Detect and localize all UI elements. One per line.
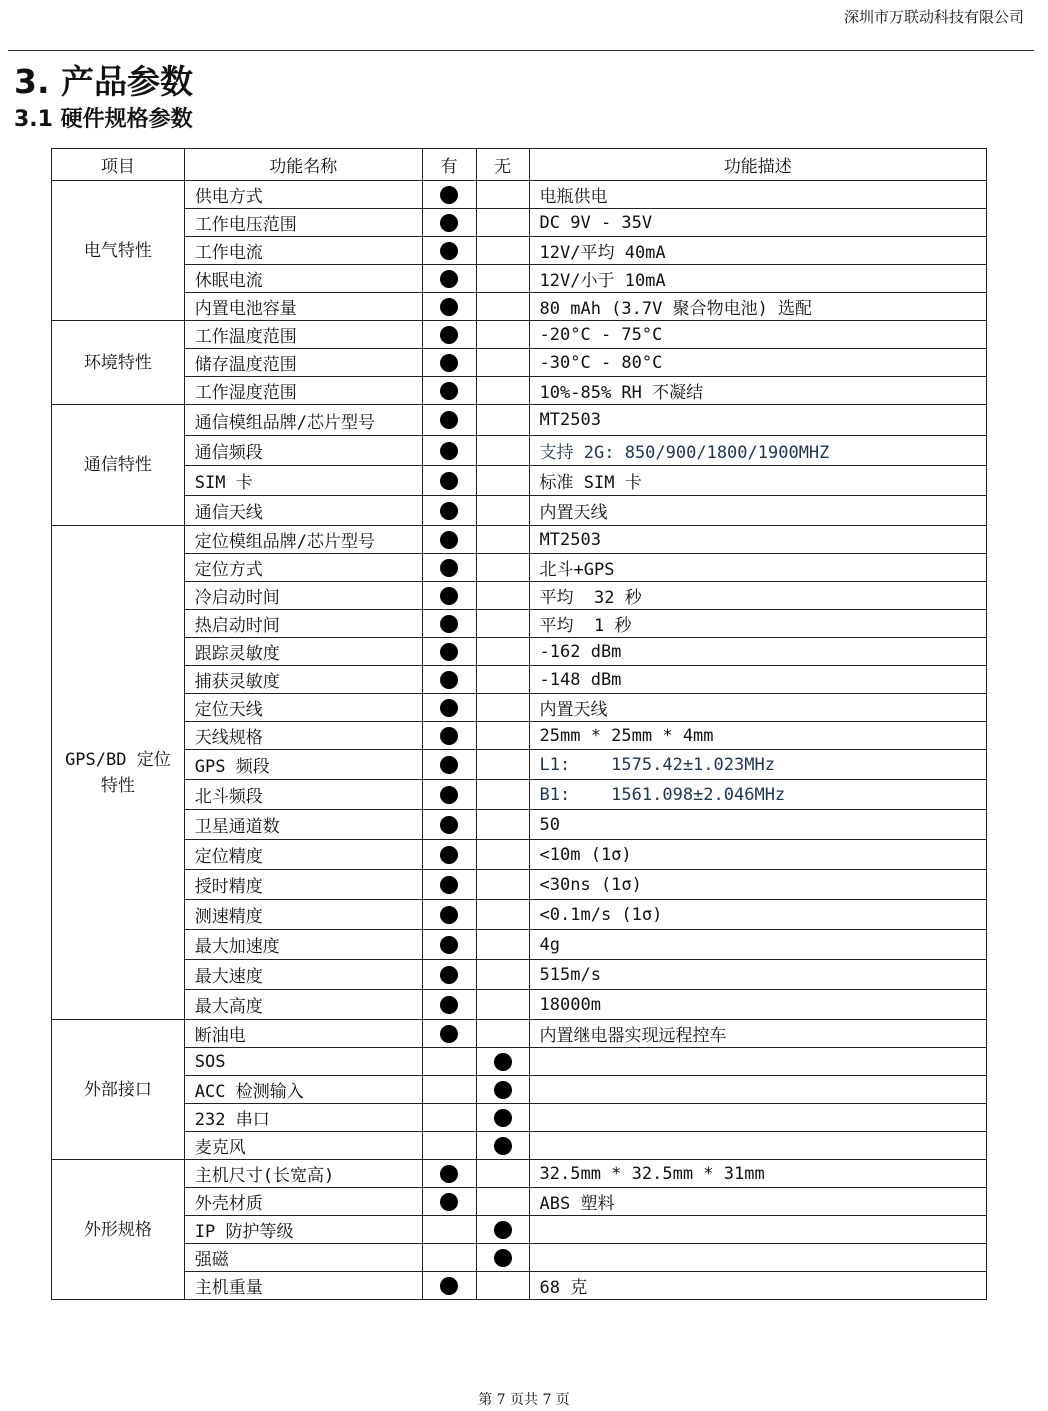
filled-circle-icon <box>494 1221 512 1239</box>
has-cell <box>422 554 476 582</box>
filled-circle-icon <box>440 996 458 1014</box>
none-cell <box>476 349 529 377</box>
has-cell <box>422 1272 476 1300</box>
function-name: 通信天线 <box>184 496 422 526</box>
none-cell <box>476 900 529 930</box>
function-name: 主机重量 <box>184 1272 422 1300</box>
function-description <box>529 1104 986 1132</box>
none-cell <box>476 181 529 209</box>
has-cell <box>422 293 476 321</box>
group-name: GPS/BD 定位特性 <box>52 526 185 1020</box>
function-description: 4g <box>529 930 986 960</box>
function-description: <0.1m/s (1σ) <box>529 900 986 930</box>
function-name: SOS <box>184 1048 422 1076</box>
subsection-title: 3.1 硬件规格参数 <box>14 107 193 132</box>
function-name: 捕获灵敏度 <box>184 666 422 694</box>
has-cell <box>422 870 476 900</box>
has-cell <box>422 1160 476 1188</box>
has-cell <box>422 638 476 666</box>
table-row <box>52 1076 987 1104</box>
has-cell <box>422 900 476 930</box>
function-description: 平均 32 秒 <box>529 582 986 610</box>
page-number: 第 7 页共 7 页 <box>478 1392 570 1408</box>
filled-circle-icon <box>440 1193 458 1211</box>
none-cell <box>476 405 529 436</box>
function-name: 麦克风 <box>184 1132 422 1160</box>
function-description: MT2503 <box>529 526 986 554</box>
none-cell <box>476 810 529 840</box>
table-row <box>52 900 987 930</box>
filled-circle-icon <box>440 472 458 490</box>
function-name: 工作湿度范围 <box>184 377 422 405</box>
none-cell <box>476 466 529 496</box>
function-description: B1: 1561.098±2.046MHz <box>529 780 986 810</box>
function-description <box>529 1244 986 1272</box>
table-row <box>52 1020 987 1048</box>
filled-circle-icon <box>494 1053 512 1071</box>
col-header-none: 无 <box>476 149 529 181</box>
filled-circle-icon <box>440 587 458 605</box>
function-name: 定位精度 <box>184 840 422 870</box>
function-description: 12V/平均 40mA <box>529 237 986 265</box>
function-description: 80 mAh (3.7V 聚合物电池) 选配 <box>529 293 986 321</box>
table-row <box>52 638 987 666</box>
filled-circle-icon <box>494 1137 512 1155</box>
function-name: 232 串口 <box>184 1104 422 1132</box>
function-name: 定位模组品牌/芯片型号 <box>184 526 422 554</box>
function-description: -20°C - 75°C <box>529 321 986 349</box>
none-cell <box>476 293 529 321</box>
table-row <box>52 1048 987 1076</box>
table-row <box>52 694 987 722</box>
none-cell <box>476 496 529 526</box>
table-row <box>52 722 987 750</box>
group-name: 环境特性 <box>52 321 185 405</box>
table-header-row <box>52 149 987 181</box>
filled-circle-icon <box>440 846 458 864</box>
none-cell <box>476 526 529 554</box>
function-description: -148 dBm <box>529 666 986 694</box>
filled-circle-icon <box>440 531 458 549</box>
function-description: 标准 SIM 卡 <box>529 466 986 496</box>
filled-circle-icon <box>440 1025 458 1043</box>
has-cell <box>422 694 476 722</box>
filled-circle-icon <box>440 326 458 344</box>
header-divider <box>8 50 1034 51</box>
filled-circle-icon <box>440 1165 458 1183</box>
function-name: 北斗频段 <box>184 780 422 810</box>
none-cell <box>476 1160 529 1188</box>
filled-circle-icon <box>440 816 458 834</box>
none-cell <box>476 265 529 293</box>
function-name: SIM 卡 <box>184 466 422 496</box>
has-cell <box>422 209 476 237</box>
function-description: <10m (1σ) <box>529 840 986 870</box>
section-title: 3. 产品参数 <box>14 62 193 101</box>
function-name: 外壳材质 <box>184 1188 422 1216</box>
function-name: ACC 检测输入 <box>184 1076 422 1104</box>
table-row <box>52 496 987 526</box>
has-cell <box>422 405 476 436</box>
function-name: 天线规格 <box>184 722 422 750</box>
function-description: 10%-85% RH 不凝结 <box>529 377 986 405</box>
table-row <box>52 1272 987 1300</box>
filled-circle-icon <box>440 270 458 288</box>
filled-circle-icon <box>440 699 458 717</box>
none-cell <box>476 1076 529 1104</box>
has-cell <box>422 349 476 377</box>
none-cell <box>476 666 529 694</box>
function-name: 强磁 <box>184 1244 422 1272</box>
filled-circle-icon <box>440 643 458 661</box>
group-name: 电气特性 <box>52 181 185 321</box>
table-row <box>52 466 987 496</box>
filled-circle-icon <box>440 936 458 954</box>
has-cell <box>422 722 476 750</box>
has-cell <box>422 1216 476 1244</box>
filled-circle-icon <box>440 615 458 633</box>
has-cell <box>422 666 476 694</box>
none-cell <box>476 780 529 810</box>
filled-circle-icon <box>440 786 458 804</box>
function-description: DC 9V - 35V <box>529 209 986 237</box>
none-cell <box>476 694 529 722</box>
col-header-function: 功能名称 <box>184 149 422 181</box>
has-cell <box>422 526 476 554</box>
col-header-has: 有 <box>422 149 476 181</box>
function-description: 内置继电器实现远程控车 <box>529 1020 986 1048</box>
table-row <box>52 321 987 349</box>
function-name: 定位方式 <box>184 554 422 582</box>
function-description: MT2503 <box>529 405 986 436</box>
none-cell <box>476 610 529 638</box>
function-description: -162 dBm <box>529 638 986 666</box>
table-row <box>52 1244 987 1272</box>
has-cell <box>422 321 476 349</box>
none-cell <box>476 722 529 750</box>
function-name: 授时精度 <box>184 870 422 900</box>
table-row <box>52 265 987 293</box>
none-cell <box>476 436 529 466</box>
none-cell <box>476 1244 529 1272</box>
table-row <box>52 1160 987 1188</box>
has-cell <box>422 1104 476 1132</box>
filled-circle-icon <box>440 756 458 774</box>
has-cell <box>422 496 476 526</box>
filled-circle-icon <box>440 727 458 745</box>
none-cell <box>476 1104 529 1132</box>
has-cell <box>422 582 476 610</box>
table-row <box>52 840 987 870</box>
none-cell <box>476 1048 529 1076</box>
none-cell <box>476 1216 529 1244</box>
table-row <box>52 293 987 321</box>
filled-circle-icon <box>440 1277 458 1295</box>
none-cell <box>476 990 529 1020</box>
function-name: GPS 频段 <box>184 750 422 780</box>
has-cell <box>422 1244 476 1272</box>
has-cell <box>422 181 476 209</box>
filled-circle-icon <box>440 442 458 460</box>
function-name: 内置电池容量 <box>184 293 422 321</box>
function-description <box>529 1132 986 1160</box>
table-row <box>52 1216 987 1244</box>
function-name: 卫星通道数 <box>184 810 422 840</box>
none-cell <box>476 237 529 265</box>
has-cell <box>422 377 476 405</box>
function-name: 最大速度 <box>184 960 422 990</box>
none-cell <box>476 582 529 610</box>
function-name: 冷启动时间 <box>184 582 422 610</box>
function-description: 25mm * 25mm * 4mm <box>529 722 986 750</box>
none-cell <box>476 750 529 780</box>
none-cell <box>476 840 529 870</box>
has-cell <box>422 1132 476 1160</box>
has-cell <box>422 780 476 810</box>
filled-circle-icon <box>440 298 458 316</box>
filled-circle-icon <box>440 502 458 520</box>
filled-circle-icon <box>440 671 458 689</box>
function-name: 最大加速度 <box>184 930 422 960</box>
table-row <box>52 526 987 554</box>
none-cell <box>476 209 529 237</box>
filled-circle-icon <box>440 354 458 372</box>
company-name: 深圳市万联动科技有限公司 <box>843 8 1024 26</box>
group-name: 外部接口 <box>52 1020 185 1160</box>
table-row <box>52 237 987 265</box>
none-cell <box>476 930 529 960</box>
has-cell <box>422 840 476 870</box>
table-row <box>52 870 987 900</box>
has-cell <box>422 1048 476 1076</box>
filled-circle-icon <box>440 906 458 924</box>
has-cell <box>422 436 476 466</box>
table-row <box>52 810 987 840</box>
table-row <box>52 377 987 405</box>
table-row <box>52 209 987 237</box>
none-cell <box>476 1188 529 1216</box>
function-description: 68 克 <box>529 1272 986 1300</box>
function-description: 内置天线 <box>529 496 986 526</box>
function-description: 平均 1 秒 <box>529 610 986 638</box>
has-cell <box>422 750 476 780</box>
function-name: 通信模组品牌/芯片型号 <box>184 405 422 436</box>
filled-circle-icon <box>440 966 458 984</box>
table-row <box>52 930 987 960</box>
table-row <box>52 610 987 638</box>
table-row <box>52 1104 987 1132</box>
function-description <box>529 1048 986 1076</box>
function-description <box>529 1076 986 1104</box>
function-description: 12V/小于 10mA <box>529 265 986 293</box>
has-cell <box>422 960 476 990</box>
table-row <box>52 554 987 582</box>
function-description: <30ns (1σ) <box>529 870 986 900</box>
table-row <box>52 349 987 377</box>
filled-circle-icon <box>440 382 458 400</box>
function-name: 储存温度范围 <box>184 349 422 377</box>
function-name: 工作电流 <box>184 237 422 265</box>
table-row <box>52 181 987 209</box>
none-cell <box>476 554 529 582</box>
none-cell <box>476 870 529 900</box>
function-name: 热启动时间 <box>184 610 422 638</box>
table-row <box>52 666 987 694</box>
has-cell <box>422 930 476 960</box>
has-cell <box>422 610 476 638</box>
function-name: IP 防护等级 <box>184 1216 422 1244</box>
has-cell <box>422 237 476 265</box>
col-header-description: 功能描述 <box>529 149 986 181</box>
function-description: 18000m <box>529 990 986 1020</box>
col-header-item: 项目 <box>52 149 185 181</box>
table-row <box>52 405 987 436</box>
table-row <box>52 780 987 810</box>
table-row <box>52 436 987 466</box>
function-name: 测速精度 <box>184 900 422 930</box>
filled-circle-icon <box>440 559 458 577</box>
function-name: 跟踪灵敏度 <box>184 638 422 666</box>
function-name: 断油电 <box>184 1020 422 1048</box>
function-description: 电瓶供电 <box>529 181 986 209</box>
none-cell <box>476 321 529 349</box>
has-cell <box>422 1076 476 1104</box>
has-cell <box>422 810 476 840</box>
none-cell <box>476 638 529 666</box>
has-cell <box>422 466 476 496</box>
filled-circle-icon <box>440 242 458 260</box>
function-name: 通信频段 <box>184 436 422 466</box>
function-description: 内置天线 <box>529 694 986 722</box>
spec-table <box>51 148 987 1300</box>
filled-circle-icon <box>440 186 458 204</box>
table-row <box>52 582 987 610</box>
has-cell <box>422 1188 476 1216</box>
filled-circle-icon <box>440 411 458 429</box>
function-description: -30°C - 80°C <box>529 349 986 377</box>
function-name: 主机尺寸(长宽高) <box>184 1160 422 1188</box>
function-description: 北斗+GPS <box>529 554 986 582</box>
function-description: 515m/s <box>529 960 986 990</box>
none-cell <box>476 1020 529 1048</box>
spec-table-body <box>52 181 987 1300</box>
none-cell <box>476 1132 529 1160</box>
table-row <box>52 1132 987 1160</box>
function-description: 32.5mm * 32.5mm * 31mm <box>529 1160 986 1188</box>
function-name: 定位天线 <box>184 694 422 722</box>
function-name: 休眠电流 <box>184 265 422 293</box>
has-cell <box>422 1020 476 1048</box>
function-description: ABS 塑料 <box>529 1188 986 1216</box>
function-name: 工作电压范围 <box>184 209 422 237</box>
none-cell <box>476 377 529 405</box>
none-cell <box>476 960 529 990</box>
none-cell <box>476 1272 529 1300</box>
function-description: L1: 1575.42±1.023MHz <box>529 750 986 780</box>
table-row <box>52 990 987 1020</box>
function-name: 供电方式 <box>184 181 422 209</box>
group-name: 外形规格 <box>52 1160 185 1300</box>
group-name: 通信特性 <box>52 405 185 526</box>
filled-circle-icon <box>494 1081 512 1099</box>
filled-circle-icon <box>494 1249 512 1267</box>
function-description: 支持 2G: 850/900/1800/1900MHZ <box>529 436 986 466</box>
filled-circle-icon <box>440 214 458 232</box>
function-description <box>529 1216 986 1244</box>
table-row <box>52 960 987 990</box>
table-row <box>52 750 987 780</box>
has-cell <box>422 990 476 1020</box>
has-cell <box>422 265 476 293</box>
function-description: 50 <box>529 810 986 840</box>
filled-circle-icon <box>440 876 458 894</box>
function-name: 最大高度 <box>184 990 422 1020</box>
filled-circle-icon <box>494 1109 512 1127</box>
table-row <box>52 1188 987 1216</box>
function-name: 工作温度范围 <box>184 321 422 349</box>
